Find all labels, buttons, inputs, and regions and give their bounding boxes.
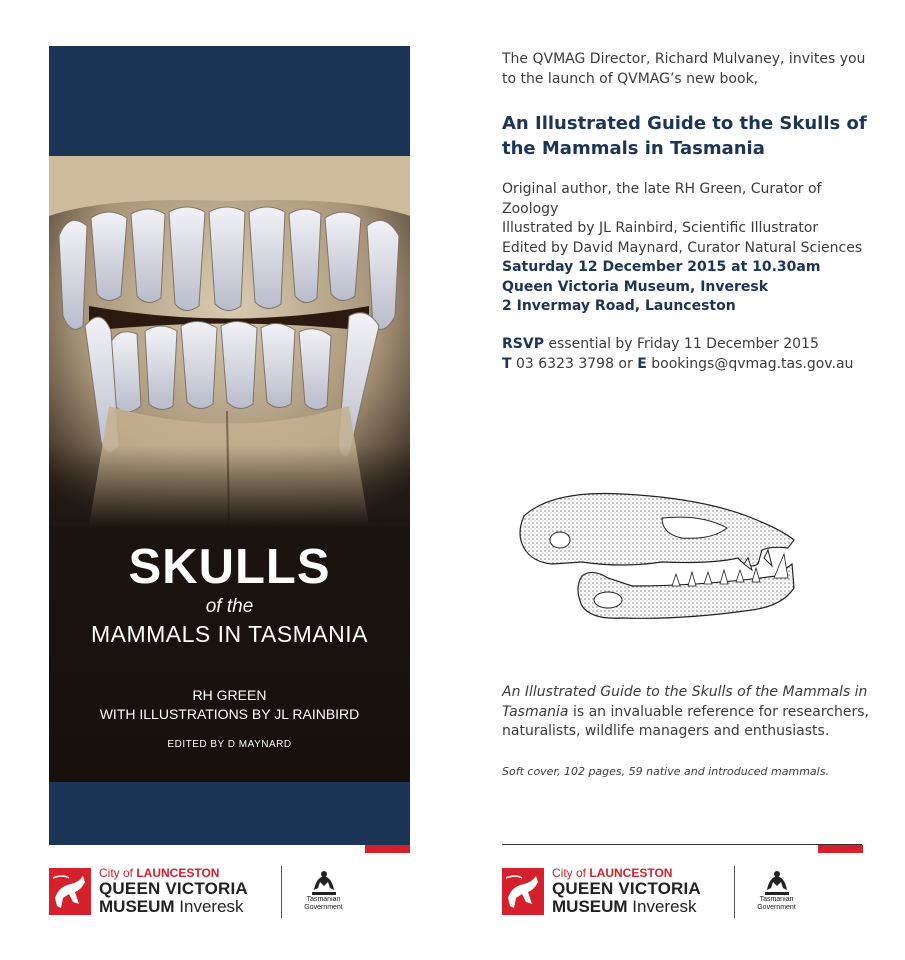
museum-location [99,898,244,916]
tasmanian-government-logo [754,870,799,916]
gov-line: Government [757,904,796,911]
event-date: Saturday 12 December 2015 at 10.30am [502,259,821,275]
credit-author: Original author, the late RH Green, Curator of Zoology [502,181,822,217]
tasmanian-government-icon [310,870,338,896]
book-title-line: An Illustrated Guide to the Skulls of [502,113,867,134]
cover-bottom-band [49,782,410,845]
tiger-icon [502,868,544,915]
tasmanian-government-icon [763,870,791,896]
rsvp-label: RSVP [502,336,544,352]
book-description [502,683,872,742]
logo-divider [281,866,282,918]
museum-name: QUEEN VICTORIA [552,879,701,898]
museum-word: MUSEUM [552,897,628,916]
gov-line: Tasmanian [306,896,341,903]
logo-bar-left [49,866,379,921]
rsvp-details [502,335,872,374]
city-prefix: City of [99,866,137,880]
tiger-icon [49,868,91,915]
book-credits [502,180,872,258]
city-name [99,866,219,880]
cover-credits [49,686,410,724]
cover-author: RH GREEN [192,687,267,703]
museum-place: Inveresk [627,897,697,916]
museum-word: MUSEUM [99,897,175,916]
credit-illustrator: Illustrated by JL Rainbird, Scientific Illustrator [502,220,819,236]
description-text: is an invaluable reference for researchers, naturalists, wildlife managers and enthusiasts. [502,703,869,739]
cover-editor: EDITED BY D MAYNARD [167,739,292,750]
intro-line: The QVMAG Director, Richard Mulvaney, invites you [502,51,866,67]
description-title: An Illustrated Guide to the Skulls of the Mammals in Tasmania [502,684,868,720]
phone-number: 03 6323 3798 or [511,355,638,372]
skull-illustration-icon [512,478,802,638]
rsvp-text: essential by Friday 11 December 2015 [543,336,819,352]
rsvp-line [502,335,872,355]
gov-line: Government [304,904,343,911]
cover-top-band [49,46,410,156]
divider-rule [502,844,862,845]
book-title-line: the Mammals in Tasmania [502,138,765,159]
event-details [502,258,872,317]
invitation-intro [502,50,872,89]
cover-subtitle: MAMMALS IN TASMANIA [90,621,369,647]
book-specs: Soft cover, 102 pages, 59 native and introduced mammals. [502,765,829,778]
museum-location [552,898,697,916]
event-venue: Queen Victoria Museum, Inveresk [502,278,769,295]
book-title [502,111,872,161]
city-label: LAUNCESTON [589,866,673,880]
accent-tab-left [365,845,410,853]
gov-line: Tasmanian [759,896,794,903]
event-address: 2 Invermay Road, Launceston [502,298,736,314]
intro-line: to the launch of QVMAG’s new book, [502,70,759,87]
email-label: E [637,355,647,372]
book-cover [49,46,410,845]
logo-bar-right [502,866,832,921]
tasmanian-government-logo [301,870,346,916]
cover-title-of: of the [205,596,254,617]
city-name [552,866,672,880]
credit-editor: Edited by David Maynard, Curator Natural Sciences [502,239,863,256]
phone-label: T [502,355,512,372]
cover-illustrator: WITH ILLUSTRATIONS BY JL RAINBIRD [99,706,360,722]
email-address[interactable]: bookings@qvmag.tas.gov.au [646,355,854,372]
accent-tab-right [818,845,863,853]
museum-name: QUEEN VICTORIA [99,879,248,898]
cover-title: SKULLS [128,540,331,594]
contact-line [502,355,872,375]
city-prefix: City of [552,866,590,880]
museum-place: Inveresk [174,897,244,916]
logo-divider [734,866,735,918]
city-label: LAUNCESTON [136,866,220,880]
skull-teeth-photo [49,156,410,526]
